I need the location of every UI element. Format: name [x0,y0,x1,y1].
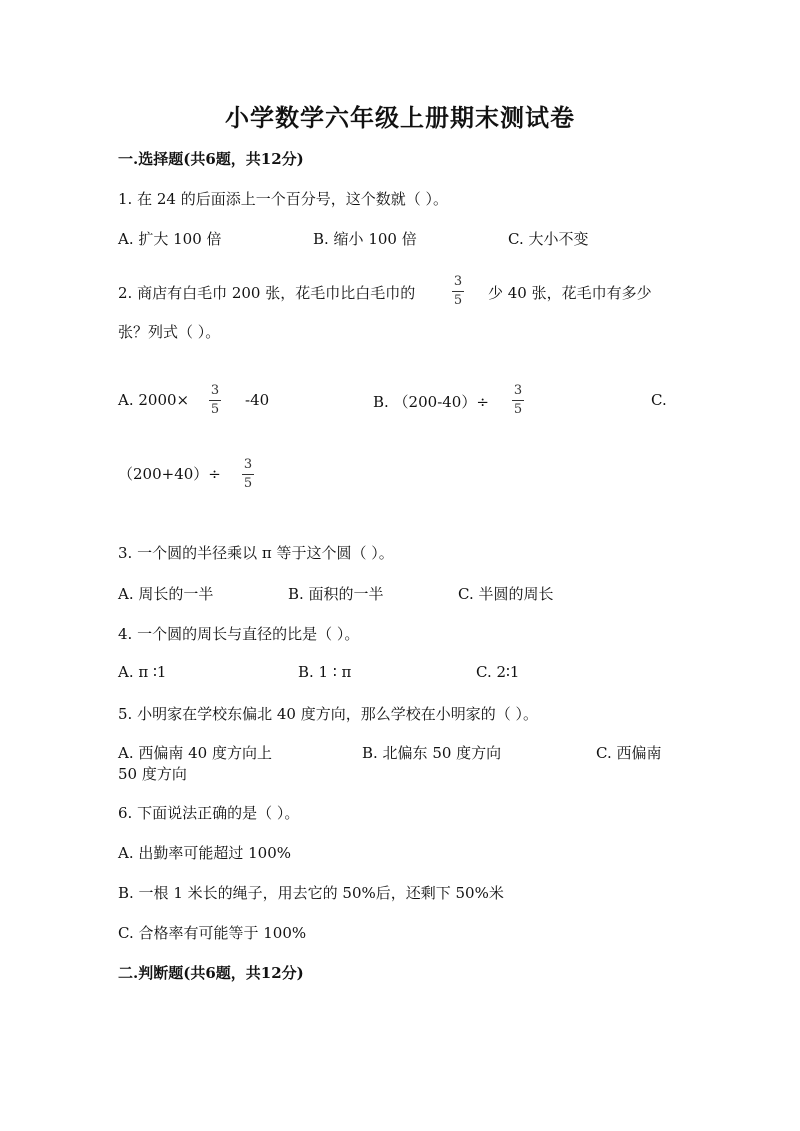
question-5-option-b: B. 北偏东 50 度方向 [362,744,502,762]
fraction-denominator: 5 [513,402,523,417]
question-2-option-a-prefix: A. 2000× [118,391,190,409]
fraction-denominator: 5 [243,476,253,491]
fraction-bar [209,400,221,401]
question-2-option-a-suffix: -40 [245,391,270,409]
section-heading-judgment: 二.判断题(共6题，共12分) [118,964,304,982]
question-3-option-b: B. 面积的一半 [288,585,384,603]
fraction-bar [512,400,524,401]
fraction-numerator: 3 [513,383,523,398]
question-2-option-c-label: C. [651,391,667,409]
question-5-option-c-line2: 50 度方向 [118,765,187,783]
fraction-bar [242,474,254,475]
question-1-option-c: C. 大小不变 [508,230,589,248]
question-3-option-a: A. 周长的一半 [118,585,214,603]
question-2-stem-part1: 2. 商店有白毛巾 200 张，花毛巾比白毛巾的 [118,284,416,302]
question-2-option-a-fraction [208,384,222,417]
fraction-denominator: 5 [453,293,463,308]
question-2-stem-part2: 少 40 张，花毛巾有多少 [488,284,652,302]
question-1-stem: 1. 在 24 的后面添上一个百分号，这个数就（ ）。 [118,190,448,208]
question-3-option-c: C. 半圆的周长 [458,585,554,603]
question-4-option-c: C. 2∶1 [476,663,520,681]
fraction-numerator: 3 [243,457,253,472]
question-3-stem: 3. 一个圆的半径乘以 π 等于这个圆（ ）。 [118,544,394,562]
question-2-stem-line2: 张？列式（ ）。 [118,323,221,341]
question-5-stem: 5. 小明家在学校东偏北 40 度方向，那么学校在小明家的（ ）。 [118,705,538,723]
page-title: 小学数学六年级上册期末测试卷 [225,103,575,132]
question-5-option-c-line1: C. 西偏南 [596,744,662,762]
question-2-option-c-fraction [241,458,255,491]
question-4-stem: 4. 一个圆的周长与直径的比是（ ）。 [118,625,360,643]
question-2-option-c-prefix: （200+40）÷ [118,465,221,483]
fraction-denominator: 5 [210,402,220,417]
question-4-option-a: A. π ∶1 [118,663,167,681]
question-4-option-b: B. 1 ∶ π [298,663,352,681]
question-1-option-a: A. 扩大 100 倍 [118,230,222,248]
question-6-option-b: B. 一根 1 米长的绳子，用去它的 50%后，还剩下 50%米 [118,884,504,902]
question-1-option-b: B. 缩小 100 倍 [313,230,417,248]
question-5-option-a: A. 西偏南 40 度方向上 [118,744,272,762]
question-2-option-b-prefix: B. （200-40）÷ [373,393,489,411]
section-heading-choice: 一.选择题(共6题，共12分) [118,150,304,168]
fraction-bar [452,291,464,292]
question-6-stem: 6. 下面说法正确的是（ ）。 [118,804,300,822]
question-2-option-b-fraction [511,384,525,417]
fraction-numerator: 3 [453,274,463,289]
question-2-fraction [451,275,465,308]
fraction-numerator: 3 [210,383,220,398]
question-6-option-a: A. 出勤率可能超过 100% [118,844,292,862]
question-6-option-c: C. 合格率有可能等于 100% [118,924,307,942]
